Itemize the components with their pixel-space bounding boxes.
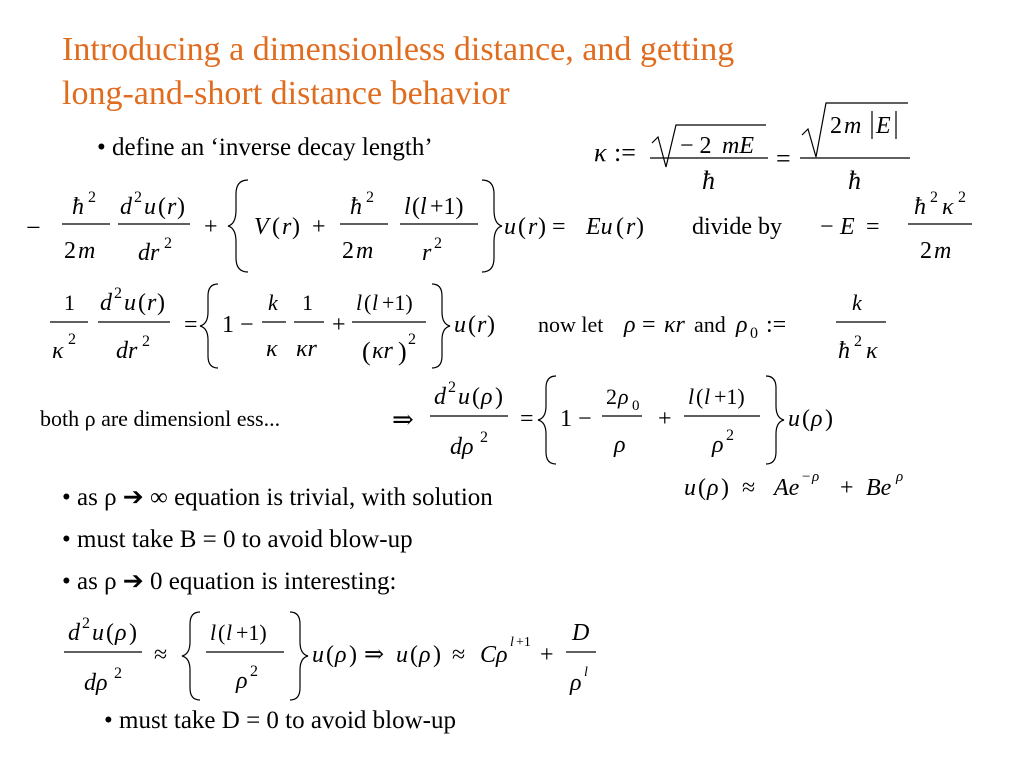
svg-text:(: ( — [468, 312, 476, 338]
svg-text:1 −: 1 − — [560, 406, 592, 432]
svg-text:r: r — [167, 194, 177, 220]
svg-text:ρ: ρ — [570, 670, 582, 696]
svg-text:+: + — [840, 475, 854, 501]
svg-text:+1): +1) — [714, 384, 745, 409]
svg-text:≈: ≈ — [452, 642, 466, 668]
svg-text:u: u — [684, 475, 696, 501]
svg-text:0: 0 — [632, 398, 640, 414]
svg-text:(: ( — [138, 290, 146, 316]
svg-text:l: l — [420, 194, 427, 220]
svg-text:u: u — [788, 406, 800, 432]
svg-text:): ) — [495, 384, 503, 410]
svg-text:2: 2 — [854, 333, 862, 350]
svg-text:l: l — [584, 665, 588, 680]
svg-text:2: 2 — [250, 663, 258, 680]
svg-text:1 −: 1 − — [222, 312, 254, 338]
svg-text:Cρ: Cρ — [480, 642, 508, 668]
svg-text:): ) — [177, 194, 185, 220]
svg-text:(: ( — [616, 214, 624, 240]
svg-text:(: ( — [364, 290, 372, 315]
svg-text:E: E — [840, 214, 855, 240]
svg-text:2: 2 — [366, 189, 374, 206]
svg-text:m: m — [934, 238, 952, 264]
svg-text:): ) — [129, 620, 137, 646]
svg-text:(: ( — [802, 406, 810, 432]
svg-text:r: r — [528, 214, 538, 240]
svg-text:2: 2 — [726, 427, 734, 444]
svg-text:−: − — [820, 214, 834, 240]
svg-text:1: 1 — [64, 290, 75, 315]
svg-text:≈: ≈ — [154, 642, 168, 668]
svg-text:u: u — [458, 384, 470, 410]
svg-text:=: = — [642, 312, 656, 338]
svg-text:κr: κr — [664, 312, 685, 338]
title-line-2: long-and-short distance behavior — [62, 75, 510, 112]
svg-text:−: − — [802, 469, 811, 485]
svg-text:l: l — [404, 194, 411, 220]
svg-text:2: 2 — [134, 189, 142, 206]
svg-text:ħ: ħ — [848, 166, 861, 195]
svg-text:ρ: ρ — [618, 384, 629, 409]
svg-text:ρ: ρ — [419, 642, 431, 668]
svg-text:l: l — [704, 384, 711, 409]
svg-text:l: l — [356, 290, 363, 315]
svg-text:ħ: ħ — [838, 338, 850, 364]
divide-by-label: divide by — [692, 214, 782, 240]
svg-text:ħ: ħ — [72, 194, 84, 220]
svg-text:u: u — [312, 642, 324, 668]
svg-text:κ: κ — [866, 338, 878, 364]
svg-text:−: − — [26, 213, 41, 242]
svg-text:(: ( — [362, 337, 371, 366]
svg-text:≈: ≈ — [742, 475, 756, 501]
svg-text:ρ: ρ — [736, 312, 748, 338]
svg-text:2: 2 — [958, 189, 966, 206]
svg-text:dρ: dρ — [84, 670, 108, 696]
svg-text:(: ( — [410, 642, 418, 668]
svg-text:(: ( — [696, 384, 704, 409]
svg-text:k: k — [268, 290, 278, 315]
svg-text:u: u — [454, 312, 466, 338]
svg-text:2: 2 — [114, 285, 122, 302]
svg-text:=: = — [520, 406, 534, 432]
svg-text:2: 2 — [342, 238, 354, 264]
svg-text:l: l — [372, 290, 379, 315]
svg-text:2: 2 — [408, 331, 416, 348]
svg-text:r: r — [626, 214, 636, 240]
svg-text:2: 2 — [164, 235, 172, 252]
svg-text:l: l — [688, 384, 695, 409]
svg-text:+1): +1) — [430, 194, 464, 220]
svg-text:d: d — [120, 194, 132, 220]
svg-text:): ) — [157, 290, 165, 316]
svg-text:ħ: ħ — [702, 166, 715, 195]
svg-text:m: m — [356, 238, 374, 264]
svg-text:(: ( — [218, 620, 226, 645]
svg-text:mE: mE — [722, 133, 754, 159]
svg-text:2: 2 — [68, 331, 76, 348]
svg-text:ħ: ħ — [914, 194, 926, 220]
svg-text:κ: κ — [594, 138, 607, 167]
svg-text:r: r — [422, 240, 432, 266]
bullet-take-b-zero: • must take B = 0 to avoid blow-up — [62, 526, 413, 553]
svg-text:+1): +1) — [382, 290, 413, 315]
svg-text:+1): +1) — [236, 620, 267, 645]
svg-text:Be: Be — [866, 475, 892, 501]
rescaled-equation — [40, 280, 920, 380]
svg-text:ρ: ρ — [896, 469, 904, 485]
svg-text:): ) — [721, 475, 729, 501]
svg-text:ρ: ρ — [624, 312, 636, 338]
svg-text:d: d — [100, 290, 112, 316]
svg-text:d: d — [68, 620, 80, 646]
svg-text:): ) — [398, 337, 407, 366]
dimensionless-equation — [36, 372, 876, 472]
svg-text:(: ( — [698, 475, 706, 501]
svg-text:): ) — [349, 642, 357, 668]
svg-text:(: ( — [272, 214, 280, 240]
asymptotic-solution — [684, 465, 954, 510]
svg-text::=: := — [766, 312, 787, 338]
svg-text:dr: dr — [116, 338, 138, 364]
svg-text:d: d — [434, 384, 446, 410]
svg-text:+: + — [332, 312, 346, 338]
svg-text:m: m — [78, 238, 96, 264]
svg-text:ħ: ħ — [350, 194, 362, 220]
svg-text::=: := — [614, 138, 636, 167]
svg-text:2: 2 — [606, 384, 617, 409]
bullet-large-rho: • as ρ ➔ ∞ equation is trivial, with solution — [62, 484, 493, 511]
svg-text:u: u — [396, 642, 408, 668]
svg-text:ρ: ρ — [707, 475, 719, 501]
svg-text:(: ( — [518, 214, 526, 240]
svg-text:E: E — [876, 113, 891, 139]
svg-text:r: r — [147, 290, 157, 316]
svg-text:1: 1 — [302, 290, 313, 315]
svg-text:2: 2 — [920, 238, 932, 264]
svg-text:Eu: Eu — [586, 214, 613, 240]
now-let-label: now let — [538, 312, 604, 337]
svg-text:+: + — [312, 214, 326, 240]
svg-text:2: 2 — [930, 189, 938, 206]
svg-text:u: u — [124, 290, 136, 316]
svg-text:=: = — [866, 214, 880, 240]
svg-text:ρ: ρ — [712, 432, 724, 458]
svg-text:2: 2 — [480, 429, 488, 446]
svg-text:u: u — [92, 620, 104, 646]
bullet-small-rho: • as ρ ➔ 0 equation is interesting: — [62, 568, 397, 595]
svg-text:ρ: ρ — [614, 432, 626, 458]
svg-text:0: 0 — [750, 325, 758, 342]
svg-text:2: 2 — [88, 189, 96, 206]
bullet-define-kappa: • define an ‘inverse decay length’ — [97, 134, 433, 161]
svg-text:(: ( — [158, 194, 166, 220]
svg-text:− 2: − 2 — [680, 133, 712, 159]
svg-text:2: 2 — [82, 615, 90, 632]
svg-text:+: + — [204, 214, 218, 240]
svg-text:2: 2 — [64, 238, 76, 264]
both-rho-label: both ρ are dimensionl ess... — [40, 406, 281, 431]
svg-text:+: + — [658, 406, 672, 432]
svg-text:ρ: ρ — [811, 406, 823, 432]
svg-text:): ) — [825, 406, 833, 432]
svg-text:κr: κr — [372, 338, 393, 364]
svg-text:ρ: ρ — [481, 384, 493, 410]
svg-text:r: r — [477, 312, 487, 338]
svg-text:κ: κ — [942, 194, 954, 220]
svg-text:V: V — [254, 214, 269, 240]
svg-text:2: 2 — [114, 665, 122, 682]
small-rho-equation — [60, 608, 680, 708]
svg-text:m: m — [844, 113, 862, 139]
svg-text:l: l — [510, 635, 514, 650]
svg-text:k: k — [852, 290, 862, 315]
svg-text:) =: ) = — [538, 214, 566, 240]
svg-text:u: u — [144, 194, 156, 220]
svg-text:(: ( — [472, 384, 480, 410]
svg-text:): ) — [487, 312, 495, 338]
svg-text:=: = — [776, 144, 791, 173]
bullet-take-d-zero: • must take D = 0 to avoid blow-up — [104, 707, 456, 734]
svg-text:+: + — [540, 642, 554, 668]
svg-text:⇒: ⇒ — [364, 642, 385, 668]
svg-text:): ) — [292, 214, 300, 240]
svg-text:κr: κr — [296, 336, 317, 362]
svg-text:κ: κ — [266, 336, 278, 362]
svg-text:(: ( — [106, 620, 114, 646]
svg-text:+1: +1 — [516, 635, 531, 650]
svg-text:ρ: ρ — [236, 668, 248, 694]
svg-text:dρ: dρ — [450, 434, 474, 460]
svg-text:κ: κ — [52, 338, 64, 364]
svg-text:ρ: ρ — [812, 469, 820, 485]
svg-text:=: = — [184, 312, 198, 338]
svg-text:2: 2 — [142, 333, 150, 350]
svg-text:D: D — [572, 620, 590, 646]
svg-text:u: u — [504, 214, 516, 240]
svg-text:(: ( — [326, 642, 334, 668]
and-label: and — [694, 312, 726, 337]
svg-text:r: r — [282, 214, 292, 240]
svg-text:Ae: Ae — [774, 475, 800, 501]
title-line-1: Introducing a dimensionless distance, and getting — [62, 31, 735, 68]
svg-text:): ) — [433, 642, 441, 668]
radial-schrodinger-equation — [20, 172, 1010, 282]
svg-text:l: l — [226, 620, 233, 645]
svg-text:ρ: ρ — [115, 620, 127, 646]
svg-text:l: l — [210, 620, 217, 645]
svg-text:ρ: ρ — [335, 642, 347, 668]
svg-text:(: ( — [412, 194, 420, 220]
svg-text:2: 2 — [434, 235, 442, 252]
svg-text:2: 2 — [448, 379, 456, 396]
svg-text:2: 2 — [830, 113, 842, 139]
svg-text:): ) — [636, 214, 644, 240]
svg-text:dr: dr — [138, 240, 160, 266]
svg-text:⇒: ⇒ — [392, 405, 414, 434]
